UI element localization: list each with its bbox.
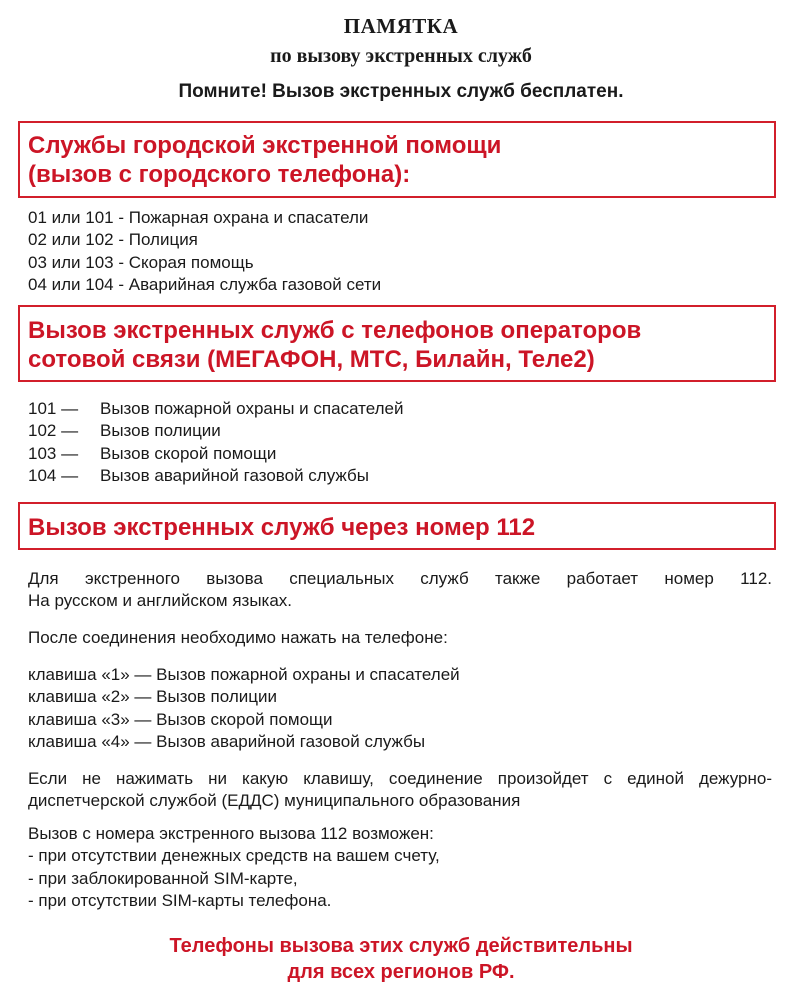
intro-line2: На русском и английском языках. <box>28 591 293 611</box>
list-item <box>28 443 404 465</box>
page-subtitle: по вызову экстренных служб <box>270 45 532 67</box>
service-name: Вызов пожарной охраны и спасателей <box>100 399 404 418</box>
intro-line1: Для экстренного вызова специальных служб также работает номер 112. <box>28 569 772 588</box>
no-key-line1: Если не нажимать ни какую клавишу, соединение произойдет с единой дежурно- <box>28 769 772 788</box>
service-number: 103 — <box>28 443 79 463</box>
list-item: 01 или 101 - Пожарная охрана и спасатели <box>28 208 369 227</box>
list-item: 02 или 102 - Полиция <box>28 230 198 250</box>
page-title: ПАМЯТКА <box>343 14 459 38</box>
service-name: Вызов полиции <box>100 421 221 441</box>
service-number: 104 — <box>28 465 79 485</box>
service-name: Вызов аварийной газовой службы <box>100 465 369 485</box>
service-name: Вызов скорой помощи <box>100 443 277 463</box>
list-item: клавиша «4» — Вызов аварийной газовой службы <box>28 731 426 751</box>
section-112-intro <box>28 568 772 613</box>
section-112-heading <box>18 502 776 550</box>
list-item <box>28 465 404 487</box>
landline-section-heading <box>18 121 776 198</box>
list-item: клавиша «1» — Вызов пожарной охраны и спасателей <box>28 665 460 684</box>
mobile-numbers-list <box>28 398 404 487</box>
free-call-note: Помните! Вызов экстренных служб бесплатен. <box>178 81 624 102</box>
service-number: 101 — <box>28 399 79 418</box>
service-number: 102 — <box>28 421 79 441</box>
landline-numbers-list <box>28 207 381 296</box>
list-item: 04 или 104 - Аварийная служба газовой сети <box>28 274 382 294</box>
mobile-section-heading <box>18 305 776 382</box>
mobile-heading-line1: Вызов экстренных служб с телефонов операторов <box>28 317 642 344</box>
after-connect-text: После соединения необходимо нажать на телефоне: <box>28 628 448 647</box>
list-item: - при заблокированной SIM-карте, <box>28 868 298 888</box>
footer-note <box>0 933 802 985</box>
landline-heading-line1: Службы городской экстренной помощи <box>28 132 502 159</box>
list-item: 03 или 103 - Скорая помощь <box>28 252 254 272</box>
footer-line2: для всех регионов РФ. <box>287 961 515 983</box>
possible-title: Вызов с номера экстренного вызова 112 возможен: <box>28 824 434 843</box>
landline-heading-line2: (вызов с городского телефона): <box>28 161 411 188</box>
mobile-heading-line2: сотовой связи (МЕГАФОН, МТС, Билайн, Теле2) <box>28 346 595 373</box>
list-item <box>28 398 404 420</box>
key-options-list <box>28 664 772 753</box>
list-item: клавиша «3» — Вызов скорой помощи <box>28 709 333 729</box>
no-key-note <box>28 768 772 813</box>
list-item: - при отсутствии SIM-карты телефона. <box>28 890 332 910</box>
no-key-line2: диспетчерской службой (ЕДДС) муниципального образования <box>28 791 521 811</box>
section-112-heading-text: Вызов экстренных служб через номер 112 <box>28 514 536 541</box>
list-item: - при отсутствии денежных средств на вашем счету, <box>28 846 440 866</box>
list-item: клавиша «2» — Вызов полиции <box>28 687 277 707</box>
list-item <box>28 420 404 442</box>
possible-conditions <box>28 823 772 912</box>
footer-line1: Телефоны вызова этих служб действительны <box>169 935 633 957</box>
